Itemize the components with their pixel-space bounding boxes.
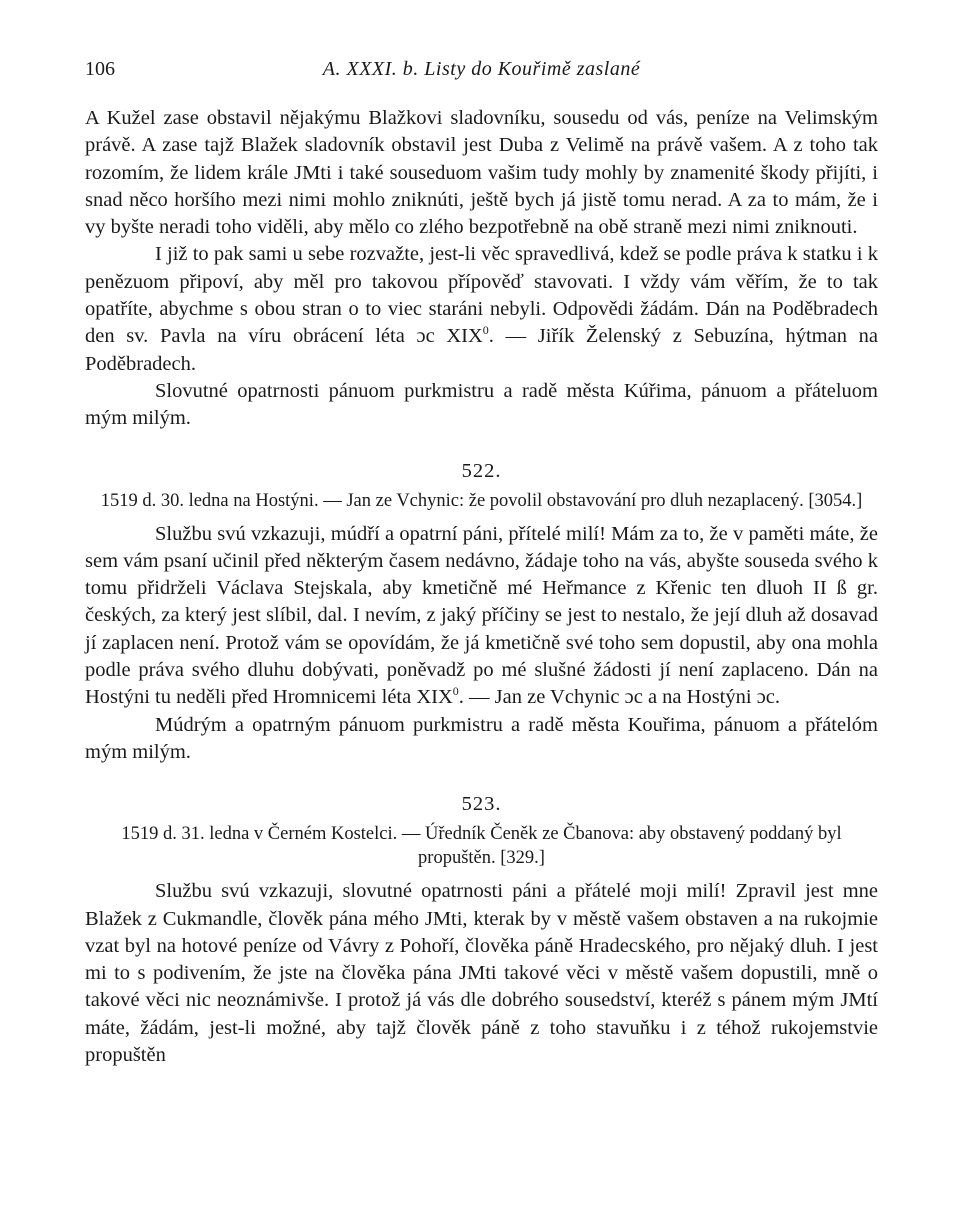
superscript: 0 — [482, 323, 489, 338]
letter-paragraph — [85, 521, 878, 712]
continuation-paragraph — [85, 241, 878, 377]
continuation-paragraph: A Kužel zase obstavil nějakýmu Blažkovi sladovníku, sousedu od vás, peníze na Velimským právě. A zase tajž Blažek sladovník obstavil jest Duba z Velimě na právě vašem. A z toho tak rozomím, že lidem krále JMti i také souseduom vašim tudy mohly by znamenité škody přijíti, i snad něco horšího mezi nimi mohlo zniknúti, ještě bych já jistě tomu nerad. A za to mám, že i vy byšte neradi toho viděli, aby mělo co zlého bezpotřebně na obě straně mezi nimi zniknouti. — [85, 107, 878, 239]
superscript: 0 — [452, 684, 459, 699]
document-regest: 1519 d. 31. ledna v Černém Kostelci. — Úředník Čeněk ze Čbanova: aby obstavený poddaný byl propuštěn. [329.] — [121, 824, 842, 869]
document-number: 523. — [461, 793, 502, 816]
address-paragraph: Slovutné opatrnosti pánuom purkmistru a radě města Kúřima, pánuom a přáteluom mým milým. — [85, 379, 878, 430]
page-number: 106 — [85, 58, 115, 80]
page-header — [85, 58, 878, 88]
paragraph-text: I již to pak sami u sebe rozvažte, jest-li věc spravedlivá, kdež se podle práva k statku i k penězuom připoví, aby měl pro takovou přípověď stavovati. I vždy vám věřím, že to tak opatříte, abychme s obou stran o to viec staráni nebyli. Odpovědi žádám. Dán na Poděbradech den sv. Pavla na víru obrácení léta ɔc XIX — [85, 243, 878, 348]
paragraph-text: Službu svú vzkazuji, múdří a opatrní páni, přítelé milí! Mám za to, že v paměti máte, že sem vám psaní učinil před některým časem nedávno, žádaje toho na vás, abyšte souseda svého k tomu přidrželi Václava Stejskala, aby kmetičně mé Heřmance z Křenic ten dluoh II ß gr. českých, za který jest slíbil, dal. I nevím, z jaký příčiny se jest to nestalo, že její dluh až dosavad jí zaplacen není. Protož vám se opovídám, že já kmetičně své toho sem dopustil, aby ona mohla podle práva svého dluhu dobývati, poněvadž po mé slušné žádosti jí není zaplaceno. Dán na Hostýni tu neděli před Hromnicemi léta XIX — [85, 522, 878, 709]
paragraph-text: . — Jiřík Želenský z Sebuzína, hýtman na Poděbradech. — [85, 325, 879, 375]
document-number: 522. — [461, 459, 502, 482]
letter-paragraph: Službu svú vzkazuji, slovutné opatrnosti páni a přátelé moji milí! Zpravil jest mne Blažek z Cukmandle, člověk pána mého JMti, kterak by v městě vašem obstaven a na rukojmie vzat byl na hotové peníze od Vávry z Pohoří, člověka páně Hradecského, pro nějaký dluh. I jest mi to s podivením, že jste na člověka pána JMti takové věci v městě vašem dopustili, mně o takové věci nic neoznámivše. I protož já vás dle dobrého sousedství, kteréž s pánem mým JMtí máte, žádám, jest-li možné, aby tajž člověk páně z toho stavuňku i z téhož rukojemstvie propuštěn — [85, 880, 878, 1067]
address-paragraph: Múdrým a opatrným pánuom purkmistru a radě města Kouřima, pánuom a přátelóm mým milým. — [85, 713, 878, 763]
paragraph-text: . — Jan ze Vchynic ɔc a na Hostýni ɔc. — [458, 686, 781, 709]
page-body — [85, 105, 878, 1069]
document-page — [85, 58, 878, 1069]
document-regest: 1519 d. 30. ledna na Hostýni. — Jan ze Vchynic: že povolil obstavování pro dluh nezaplacený. [3054.] — [100, 490, 863, 511]
running-title: A. XXXI. b. Listy do Kouřimě zaslané — [322, 58, 641, 80]
